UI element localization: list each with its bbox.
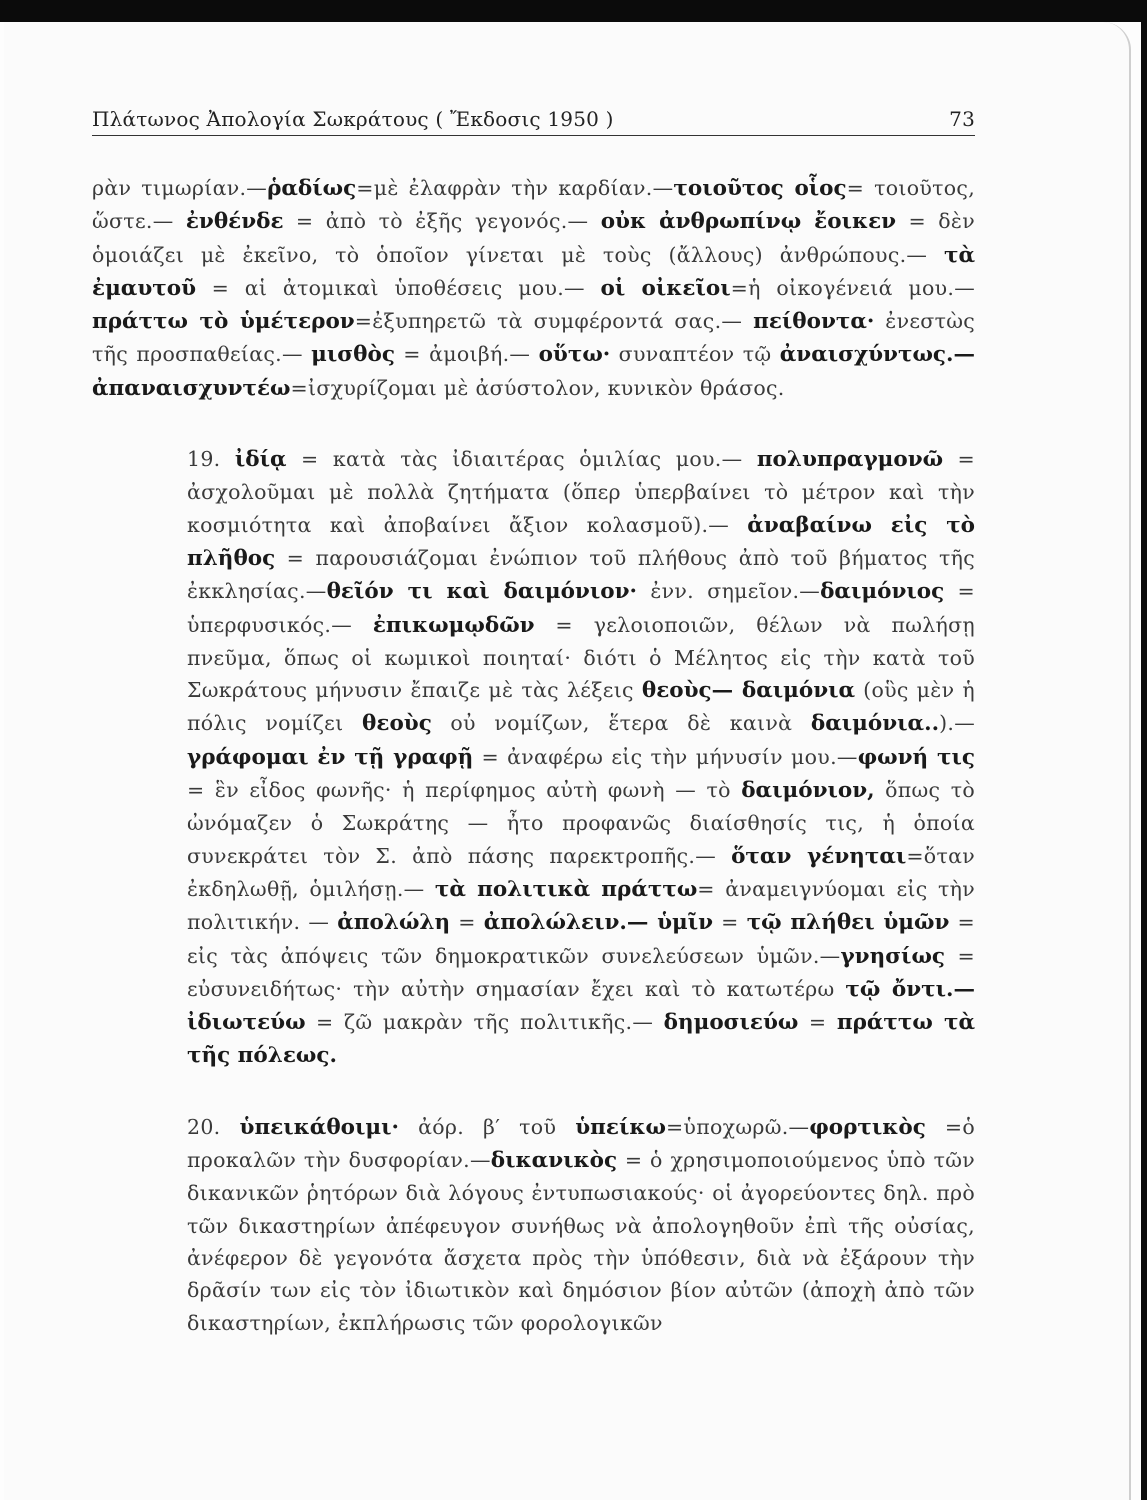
commentary-text [92,172,975,1339]
lemma-term: πείθοντα· [753,309,875,335]
gloss-text: = [713,910,747,935]
lemma-term: ἐπικωμῳδῶν [372,612,535,638]
lemma-term: τὰ πολιτικὰ πράττω [434,876,698,902]
gloss-text: =ἡ οἰκογένειά μου.— [730,275,975,300]
gloss-text: οὐ νομίζων, ἕτερα δὲ καινὰ [431,711,811,736]
lemma-term: τῷ πλήθει ὑμῶν [746,910,950,936]
scan-border-right [1141,0,1147,1500]
gloss-text [221,1115,240,1139]
gloss-text: = εὐσυνειδήτως· τὴν αὐτὴν σημασίαν ἔχει καὶ τὸ κατωτέρω [187,943,975,1001]
gloss-text: =ὅταν ἐκδηλωθῇ, ὁμιλήσῃ.— [187,843,975,901]
gloss-text: = ζῶ μακρὰν τῆς πολιτικῆς.— [305,1010,664,1035]
lemma-term: δικανικὸς [490,1148,618,1174]
gloss-text: = ὁ χρησιμοποιούμενος ὑπὸ τῶν δικανικῶν ῥητόρων διὰ λόγους ἐντυπωσιακούς· οἱ ἀγορεύοντες δηλ. πρὸ τῶν δικαστηρίων ἀπέφευγον συνήθως νὰ ἀπολογηθοῦν ἐπὶ τῆς οὐσίας, ἀνέφερον δὲ γεγονότα ἄσχετα πρὸς τὴν ὑπόθεσιν, διὰ νὰ ἐξάρουν τὴν δρᾶσίν των εἰς τὸν ἰδιωτικὸν καὶ δημόσιον βίον αὐτῶν (ἀποχὴ ἀπὸ τῶν δικαστηρίων, ἐκπλήρωσις τῶν φορολογικῶν [187,1148,975,1335]
gloss-text: ).— [939,711,975,736]
gloss-text: = τοιοῦτος, ὥστε.— [92,176,976,234]
lemma-term: δαιμόνια.. [810,711,940,737]
gloss-text: =ἐξυπηρετῶ τὰ συμφέροντά σας.— [354,309,754,334]
gloss-text: =ἰσχυρίζομαι μὲ ἀσύστολον, κυνικὸν θράσος. [290,375,785,400]
lemma-term: ὅταν γένηται [731,843,907,869]
lemma-term: γνησίως [840,943,946,969]
gloss-text: ἀόρ. β′ τοῦ [399,1114,576,1139]
gloss-text: =μὲ ἐλαφρὰν τὴν καρδίαν.— [356,176,674,200]
lemma-term: οὕτω· [538,342,611,368]
paragraph-number: 20. [187,1114,221,1139]
lemma-term: ὑπείκω [575,1114,666,1140]
lemma-term: πράττω τὸ ὑμέτερον [92,309,355,335]
paragraph-19 [92,443,975,1073]
gloss-text: = ἀσχολοῦμαι μὲ πολλὰ ζητήματα (ὅπερ ὑπερβαίνει τὸ μέτρον καὶ τὴν κοσμιότητα καὶ ἀποβαίνει ἄξιον κολασμοῦ).— [187,447,975,537]
gloss-text: = [450,910,484,935]
running-header [92,107,975,136]
scan-border-top [0,0,1147,22]
lemma-term: οὐκ ἀνθρωπίνῳ ἔοικεν [600,209,897,235]
lemma-term: ἰδίᾳ [234,447,287,473]
lemma-term: ἀναβαίνω εἰς τὸ πλῆθος [187,512,975,571]
gloss-text [221,447,235,471]
gloss-text: = κατὰ τὰς ἰδιαιτέρας ὁμιλίας μου.— [286,447,757,472]
lemma-term: θεῖόν τι καὶ δαιμόνιον· [326,579,637,605]
gloss-text: =ὑποχωρῶ.— [665,1114,810,1139]
lemma-term: φωνή τις [857,744,975,770]
gloss-text: = [798,1010,837,1035]
lemma-term: τὰ ἐμαυτοῦ [92,242,975,301]
lemma-term: οἱ οἰκεῖοι [600,275,731,301]
gloss-text: = ἀναφέρω εἰς τὴν μήνυσίν μου.— [473,744,858,769]
lemma-term: ἀπολώλειν.— ὑμῖν [483,910,714,936]
lemma-term: ἀναισχύντως.— ἀπαναισχυντέω [92,342,975,401]
paragraph-number: 19. [187,447,221,472]
gloss-text: = δὲν ὁμοιάζει μὲ ἐκεῖνο, τὸ ὁποῖον γίνεται μὲ τοὺς (ἄλλους) ἀνθρώπους.— [92,209,975,267]
gloss-text: = εἰς τὰς ἀπόψεις τῶν δημοκρατικῶν συνελεύσεων ὑμῶν.— [187,910,975,968]
gloss-text: = αἱ ἀτομικαὶ ὑποθέσεις μου.— [196,275,601,300]
gloss-text: = ὑπερφυσικός.— [187,579,976,637]
gloss-text: (οὓς μὲν ἡ πόλις νομίζει [187,678,975,736]
lemma-term: γράφομαι ἐν τῇ γραφῇ [187,744,474,770]
gloss-text: ἐνν. σημεῖον.— [637,579,821,604]
gloss-text: = ἀπὸ τὸ ἐξῆς γεγονός.— [283,209,601,234]
gloss-text: ὅπως τὸ ὠνόμαζεν ὁ Σωκράτης — ἦτο προφανῶς διαίσθησίς τις, ἡ ὁποία συνεκράτει τὸν Σ. ἀπὸ πάσης παρεκτροπῆς.— [187,778,975,868]
lemma-term: μισθὸς [311,342,395,368]
lemma-term: δαιμόνιος [820,579,945,605]
lemma-term: δαιμόνιον, [741,778,875,804]
lemma-term: θεοὺς— δαιμόνια [641,678,856,704]
lemma-term: τοιοῦτος οἷος [673,176,847,201]
gloss-text: = γελοιοποιῶν, θέλων νὰ πωλήσῃ πνεῦμα, ὅπως οἱ κωμικοὶ ποιηταί· διότι ὁ Μέλητος εἰς τὴν κατὰ τοῦ Σωκράτους μήνυσιν ἔπαιζε μὲ τὰς λέξεις [187,612,976,703]
paragraph-continued [92,172,975,405]
gloss-text: = ἀμοιβή.— [394,342,539,367]
lemma-term: πράττω τὰ τῆς πόλεως. [187,1010,975,1069]
lemma-term: ἐνθένδε [185,209,284,235]
header-title: Πλάτωνος Ἀπολογία Σωκράτους ( Ἔκδοσις 1950 ) [92,107,614,131]
lemma-term: φορτικὸς [809,1114,926,1140]
page-number: 73 [949,107,975,131]
gloss-text: ἐνεστὼς τῆς προσπαθείας.— [92,309,976,367]
gloss-text: ρὰν τιμωρίαν.— [92,176,268,200]
gloss-text: = ἓν εἶδος φωνῆς· ἡ περίφημος αὐτὴ φωνὴ — τὸ [187,778,742,803]
gloss-text: = ἀναμειγνύομαι εἰς τὴν πολιτικήν. — [187,876,975,935]
lemma-term: ὑπεικάθοιμι· [239,1114,400,1140]
lemma-term: ῥαδίως [267,176,357,201]
gloss-text: = παρουσιάζομαι ἐνώπιον τοῦ πλήθους ἀπὸ τοῦ βήματος τῆς ἐκκλησίας.— [187,545,975,604]
lemma-term: δημοσιεύω [663,1010,799,1036]
lemma-term: πολυπραγμονῶ [756,447,944,473]
lemma-term: τῷ ὄντι.— ἰδιωτεύω [187,976,975,1036]
lemma-term: θεοὺς [362,711,432,737]
lemma-term: ἀπολώλη [337,910,451,936]
gloss-text: =ὁ προκαλῶν τὴν δυσφορίαν.— [187,1114,975,1173]
paragraph-20 [92,1111,975,1339]
gloss-text: συναπτέον τῷ [610,342,780,367]
